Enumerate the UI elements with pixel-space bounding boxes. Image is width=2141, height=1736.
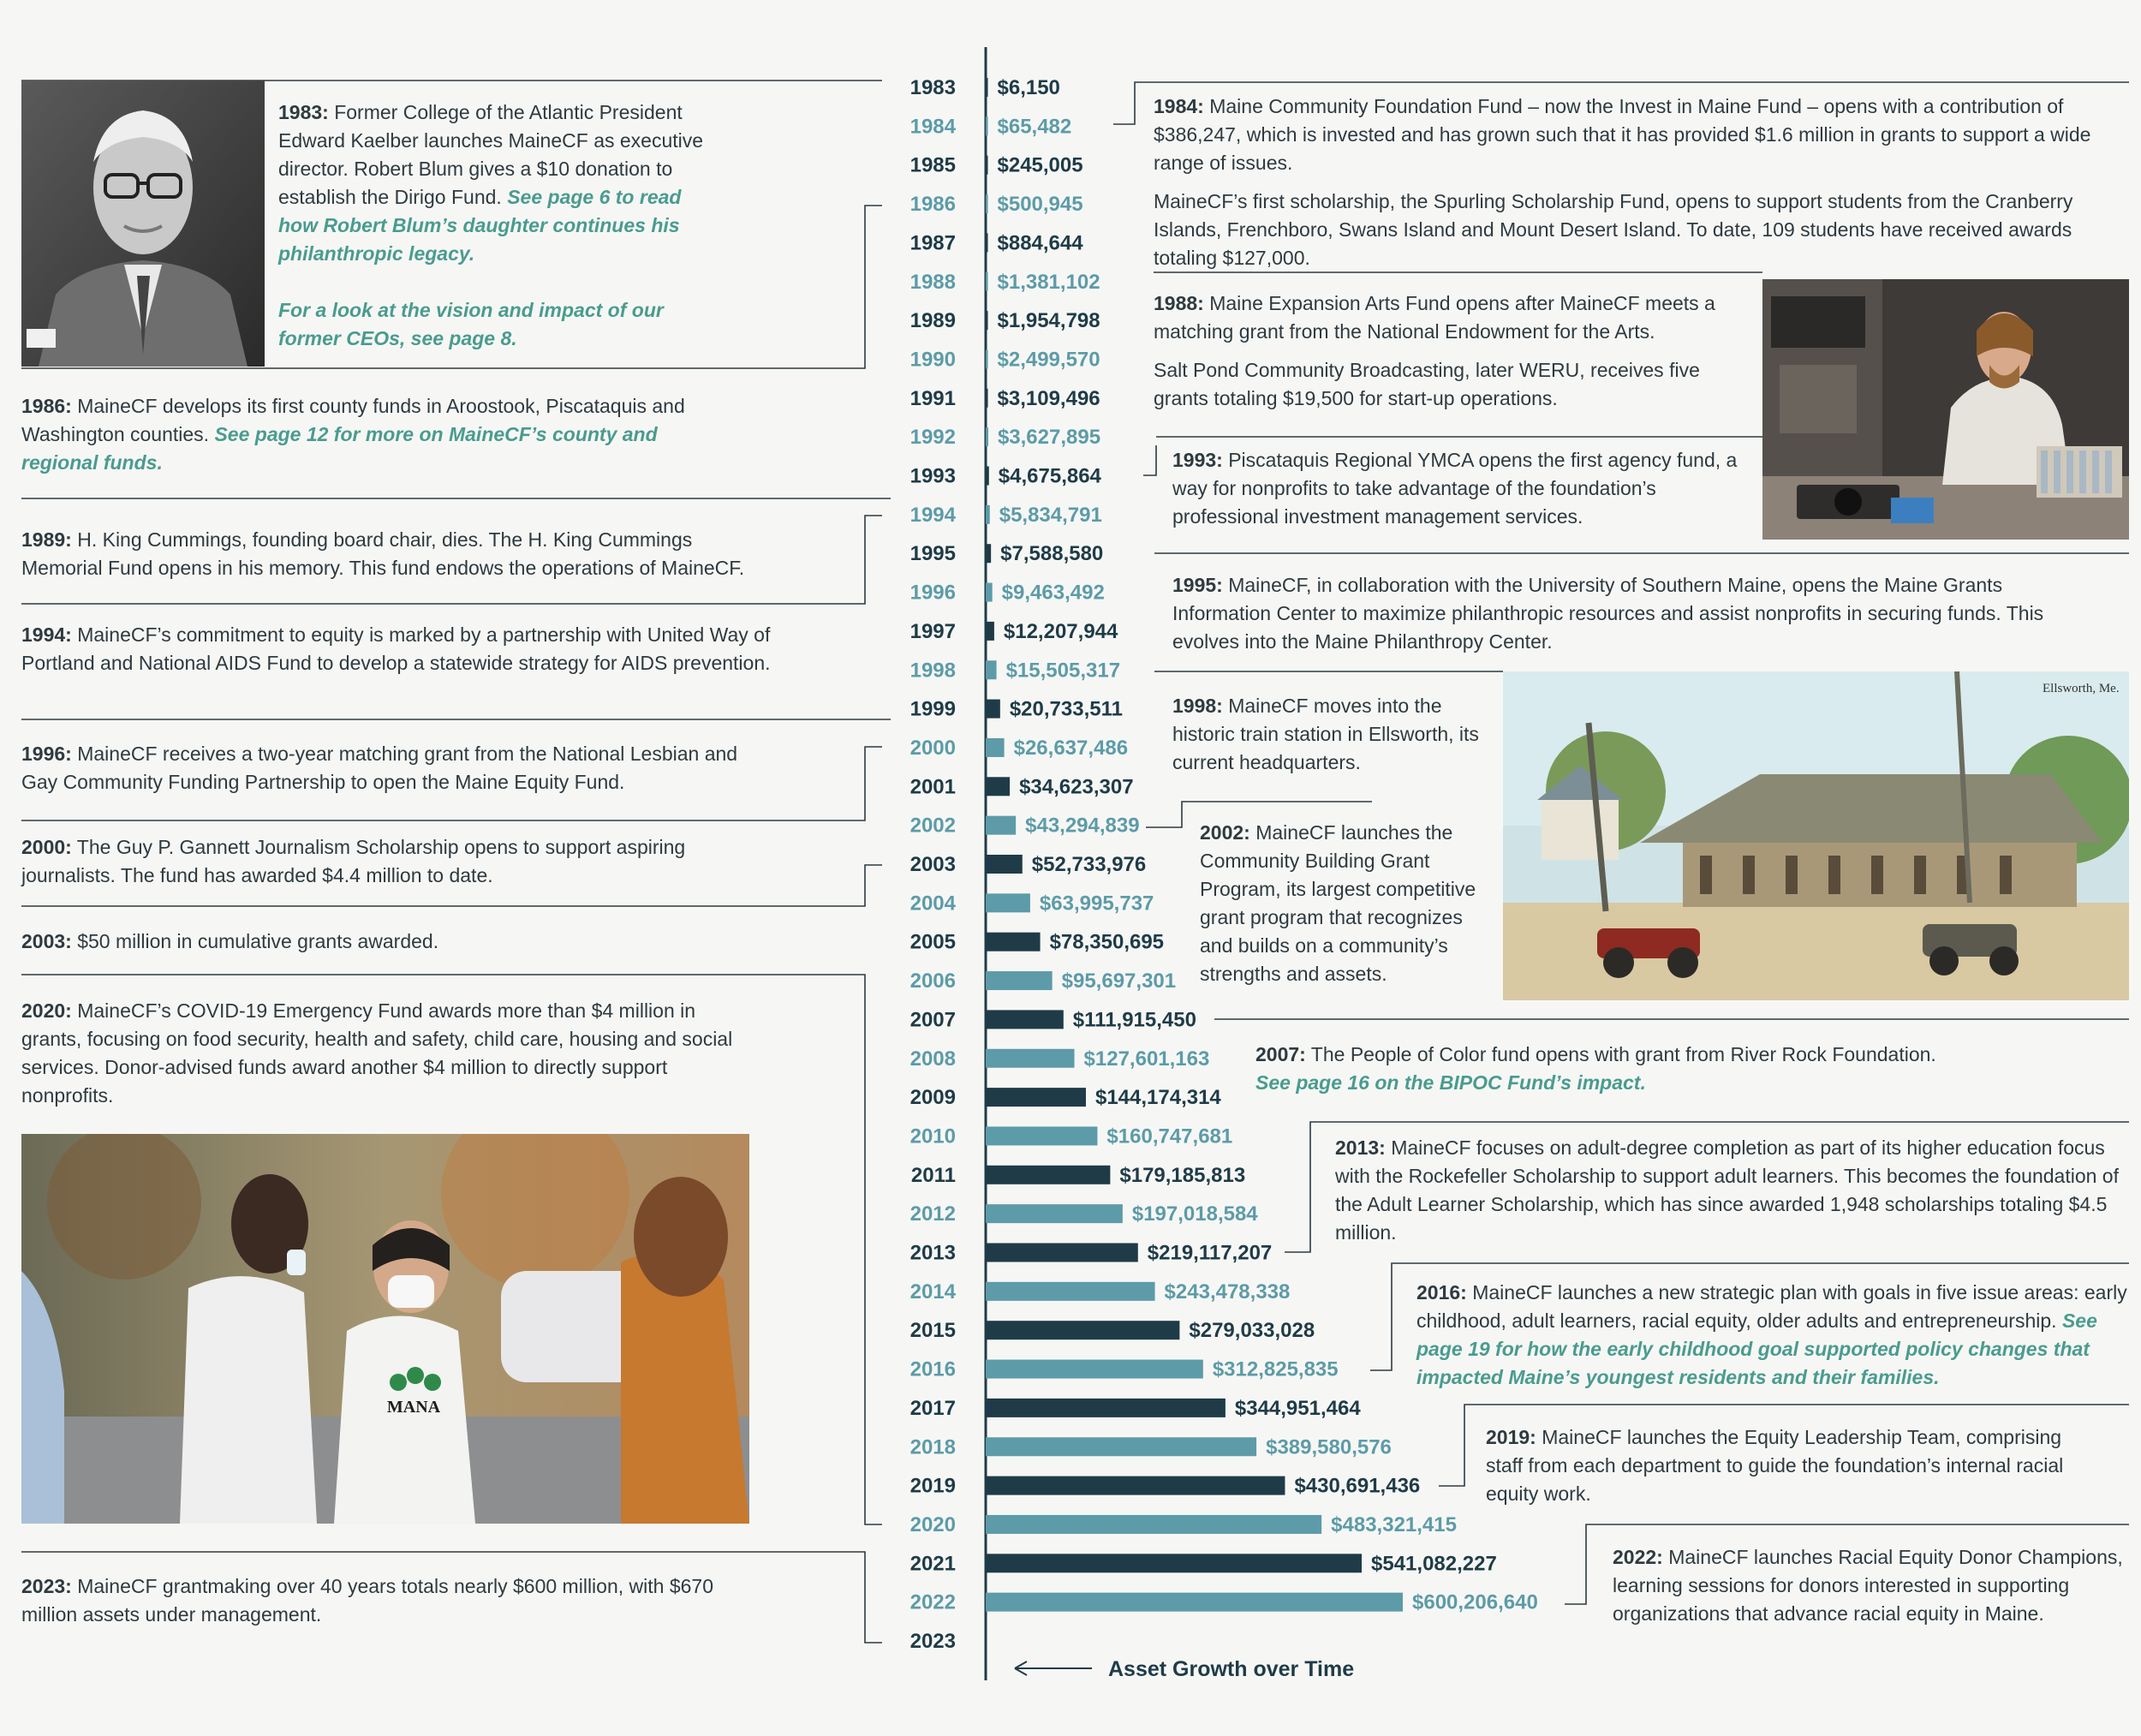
event-1989 <box>21 526 775 582</box>
value-label: $52,733,976 <box>1031 853 1147 876</box>
year-label: 1999 <box>909 697 956 721</box>
event-year: 2022: <box>1613 1546 1663 1568</box>
bar <box>986 349 988 368</box>
event-text: H. King Cummings, founding board chair, dies. The H. King Cummings Memorial Fund opens in his memory. This fund endows the operations of MaineCF. <box>21 528 745 579</box>
bar <box>986 116 988 135</box>
event-year: 1984: <box>1154 95 1204 117</box>
bar <box>986 1088 1086 1107</box>
bar <box>986 1244 1138 1262</box>
event-text-secondary: Salt Pond Community Broadcasting, later WERU, receives five grants totaling $19,500 for start-up operations. <box>1154 359 1700 409</box>
value-label: $144,174,314 <box>1094 1086 1221 1110</box>
bar <box>986 816 1016 835</box>
bar <box>986 1204 1123 1223</box>
event-text: MaineCF launches Racial Equity Donor Champions, learning sessions for donors interested in supporting organizations that advance racial equity in Maine. <box>1613 1546 2123 1625</box>
event-1994 <box>21 621 775 677</box>
event-2023 <box>21 1572 758 1629</box>
bar <box>986 467 989 486</box>
event-year: 2000: <box>21 836 72 858</box>
event-text: MaineCF’s COVID-19 Emergency Fund awards more than $4 million in grants, focusing on food security, health and safety, child care, housing and social services. Donor-advised funds award another $4 million to directly support nonprofits. <box>21 999 733 1107</box>
bar <box>986 893 1030 912</box>
bar <box>986 505 990 524</box>
year-label: 1985 <box>909 153 956 177</box>
year-label: 2005 <box>909 930 956 954</box>
year-label: 1991 <box>909 386 956 410</box>
bar <box>986 855 1023 874</box>
event-year: 2020: <box>21 999 72 1022</box>
value-label: $541,082,227 <box>1371 1552 1497 1576</box>
event-year: 2003: <box>21 930 72 952</box>
bar <box>986 971 1053 990</box>
bar <box>986 700 1000 719</box>
year-label: 2016 <box>909 1357 956 1381</box>
value-label: $26,637,486 <box>1013 736 1129 760</box>
event-text: Piscataquis Regional YMCA opens the first agency fund, a way for nonprofits to take advantage of the foundation’s professional investment management services. <box>1172 449 1738 528</box>
bar <box>986 272 988 291</box>
event-text: MaineCF focuses on adult-degree completion as part of its higher education focus with the Rockefeller Scholarship to support adult learners. This becomes the foundation of the Adult Learner Scholarship, which has since awarded 1,948 scholarships totaling $4.5 million. <box>1335 1136 2119 1244</box>
year-label: 2011 <box>910 1163 956 1187</box>
value-label: $78,350,695 <box>1049 930 1165 954</box>
event-2002 <box>1200 819 1498 988</box>
page-reference-link[interactable]: See page 12 for more on MaineCF’s county and regional funds. <box>21 423 658 474</box>
event-1998 <box>1172 692 1494 777</box>
event-2020 <box>21 997 741 1110</box>
bar <box>986 1010 1064 1029</box>
value-label: $389,580,576 <box>1266 1435 1392 1459</box>
value-label: $15,505,317 <box>1005 659 1121 683</box>
value-label: $2,499,570 <box>997 348 1100 372</box>
event-1996 <box>21 740 741 796</box>
radio-station-photo <box>1762 279 2129 540</box>
bar <box>986 389 988 408</box>
year-label: 2010 <box>909 1125 956 1148</box>
page-reference-link[interactable]: See page 6 to read how Robert Blum’s daughter continues his philanthropic legacy. <box>278 186 682 265</box>
year-label: 2007 <box>909 1008 956 1032</box>
event-year: 1988: <box>1154 292 1204 314</box>
event-year: 2023: <box>21 1575 72 1597</box>
event-text-secondary: MaineCF’s first scholarship, the Spurling Scholarship Fund, opens to support students from the Cranberry Islands, Frenchboro, Swans Island and Mount Desert Island. To date, 109 students have received awards totaling $127,000. <box>1154 190 2073 269</box>
year-label: 2001 <box>909 775 956 799</box>
value-label: $9,463,492 <box>1001 581 1105 605</box>
shirt-text: MANA <box>386 1398 441 1417</box>
page-reference-link[interactable]: See page 19 for how the early childhood goal supported policy changes that impacted Maine’s youngest residents and their families. <box>1416 1309 2097 1388</box>
year-label: 2006 <box>909 969 956 993</box>
bar <box>986 233 988 252</box>
event-text: The People of Color fund opens with grant from River Rock Foundation. <box>1305 1043 1936 1065</box>
event-text: MaineCF moves into the historic train station in Ellsworth, its current headquarters. <box>1172 695 1479 773</box>
event-1995 <box>1172 571 2080 656</box>
value-label: $884,644 <box>997 231 1083 255</box>
event-2013 <box>1335 1134 2123 1247</box>
value-label: $344,951,464 <box>1234 1396 1361 1420</box>
value-label: $1,954,798 <box>997 309 1100 333</box>
bar <box>986 1166 1110 1184</box>
year-label: 1989 <box>909 309 956 333</box>
year-label: 2003 <box>909 853 956 876</box>
value-label: $160,747,681 <box>1106 1125 1233 1148</box>
event-year: 1993: <box>1172 449 1223 471</box>
event-text: Maine Expansion Arts Fund opens after MaineCF meets a matching grant from the National Endowment for the Arts. <box>1154 292 1715 343</box>
event-text: The Guy P. Gannett Journalism Scholarship opens to support aspiring journalists. The fund has awarded $4.4 million to date. <box>21 836 686 886</box>
bar <box>986 544 991 563</box>
bar <box>986 660 997 679</box>
year-label: 2000 <box>909 736 956 760</box>
year-label: 2015 <box>909 1319 956 1343</box>
value-label: $483,321,415 <box>1331 1512 1457 1536</box>
event-year: 1996: <box>21 743 72 765</box>
value-label: $20,733,511 <box>1009 697 1123 721</box>
year-label: 1984 <box>909 115 956 139</box>
value-label: $4,675,864 <box>998 464 1101 488</box>
year-label: 1995 <box>909 542 956 566</box>
event-text: MaineCF develops its first county funds in Aroostook, Piscataquis and Washington counties. <box>21 395 685 445</box>
value-label: $6,150 <box>997 76 1060 99</box>
value-label: $63,995,737 <box>1039 892 1154 916</box>
value-label: $3,109,496 <box>997 386 1100 410</box>
year-label: 1986 <box>909 193 956 217</box>
value-label: $34,623,307 <box>1019 775 1134 799</box>
value-label: $7,588,580 <box>1000 542 1104 566</box>
value-label: $219,117,207 <box>1147 1241 1273 1265</box>
year-label: 2012 <box>909 1202 956 1226</box>
event-year: 1998: <box>1172 695 1223 717</box>
community-photo <box>21 1134 749 1524</box>
year-label: 1993 <box>909 464 956 488</box>
value-label: $500,945 <box>997 193 1083 217</box>
event-year: 1986: <box>21 395 72 417</box>
bar <box>986 1360 1203 1379</box>
event-year: 2002: <box>1200 821 1250 844</box>
bar <box>986 1476 1285 1495</box>
year-label: 2023 <box>909 1630 956 1653</box>
value-label: $65,482 <box>997 115 1072 139</box>
postcard-caption: Ellsworth, Me. <box>2043 682 2120 695</box>
bar <box>986 1515 1321 1534</box>
bar <box>986 738 1005 757</box>
value-label: $1,381,102 <box>997 270 1100 294</box>
year-label: 2008 <box>909 1047 956 1071</box>
event-2019 <box>1486 1423 2094 1508</box>
value-label: $111,915,450 <box>1072 1008 1196 1032</box>
year-label: 2020 <box>909 1512 956 1536</box>
value-label: $600,206,640 <box>1412 1590 1538 1614</box>
year-label: 1997 <box>909 619 956 643</box>
event-text: MaineCF launches the Community Building Grant Program, its largest competitive grant program that recognizes and builds on a community’s strengths and assets. <box>1200 821 1476 985</box>
year-label: 1987 <box>909 231 956 255</box>
bar <box>986 194 988 213</box>
event-text: MaineCF launches the Equity Leadership Team, comprising staff from each department to guide the foundation’s internal racial equity work. <box>1486 1426 2064 1505</box>
year-label: 2021 <box>909 1552 956 1576</box>
page-reference-link[interactable]: See page 16 on the BIPOC Fund’s impact. <box>1255 1071 1646 1094</box>
event-year: 2019: <box>1486 1426 1536 1448</box>
event-year: 1989: <box>21 528 72 551</box>
bar <box>986 1282 1155 1301</box>
event-year: 1994: <box>21 623 72 646</box>
event-year: 2007: <box>1255 1043 1306 1065</box>
year-label: 1990 <box>909 348 956 372</box>
bar <box>986 1321 1179 1339</box>
value-label: $3,627,895 <box>997 426 1101 450</box>
year-label: 2022 <box>909 1590 956 1614</box>
value-label: $430,691,436 <box>1294 1474 1421 1498</box>
event-1986 <box>21 392 707 477</box>
event-text: MaineCF’s commitment to equity is marked by a partnership with United Way of Portland and National AIDS Fund to develop a statewide strategy for AIDS prevention. <box>21 623 771 674</box>
value-label: $12,207,944 <box>1003 619 1118 643</box>
bar <box>986 311 988 330</box>
bar <box>986 1554 1362 1572</box>
train-station-postcard <box>1503 671 2129 1000</box>
bar <box>986 583 993 602</box>
value-label: $243,478,338 <box>1164 1280 1291 1303</box>
bar <box>986 78 988 97</box>
value-label: $95,697,301 <box>1061 969 1177 993</box>
bar <box>986 156 988 175</box>
value-label: $43,294,839 <box>1025 814 1140 838</box>
event-2022 <box>1613 1543 2135 1628</box>
year-label: 2002 <box>909 814 956 838</box>
event-2016 <box>1416 1279 2132 1392</box>
portrait-photo <box>21 81 265 367</box>
year-label: 1996 <box>909 581 956 605</box>
chart-title: Asset Growth over Time <box>1108 1657 1355 1681</box>
event-2003 <box>21 928 724 956</box>
year-label: 2013 <box>909 1241 956 1265</box>
bar <box>986 427 988 446</box>
value-label: $197,018,584 <box>1131 1202 1258 1226</box>
bar <box>986 1593 1403 1612</box>
event-1988 <box>1154 289 1740 413</box>
event-text: $50 million in cumulative grants awarded. <box>71 930 439 952</box>
year-label: 1992 <box>909 426 956 450</box>
event-text: MaineCF, in collaboration with the University of Southern Maine, opens the Maine Grants Information Center to maximize philanthropic resources and assist nonprofits in securing funds. This evolves into the Maine Philanthropy Center. <box>1172 574 2044 653</box>
bar <box>986 1399 1226 1417</box>
value-label: $127,601,163 <box>1083 1047 1210 1071</box>
bar <box>986 1126 1097 1145</box>
value-label: $245,005 <box>997 153 1083 177</box>
year-label: 1994 <box>909 503 956 527</box>
bar <box>986 1049 1075 1068</box>
year-label: 2004 <box>909 892 956 916</box>
year-label: 2017 <box>909 1396 956 1420</box>
bar <box>986 1437 1256 1456</box>
event-2000 <box>21 833 724 890</box>
year-label: 2014 <box>909 1280 956 1303</box>
event-2007 <box>1255 1041 2069 1097</box>
year-label: 1998 <box>909 659 956 683</box>
bar <box>986 933 1041 952</box>
event-year: 1995: <box>1172 574 1223 596</box>
event-1993 <box>1172 446 1742 531</box>
event-1984 <box>1154 92 2113 272</box>
value-label: $312,825,835 <box>1212 1357 1339 1381</box>
year-label: 1988 <box>909 270 956 294</box>
bar <box>986 622 994 641</box>
year-label: 2018 <box>909 1435 956 1459</box>
connector-line <box>1143 445 1156 475</box>
event-text: Former College of the Atlantic President Edward Kaelber launches MaineCF as executive director. Robert Blum gives a $10 donation to establish the Dirigo Fund. <box>278 101 704 208</box>
page-reference-link[interactable]: For a look at the vision and impact of our former CEOs, see page 8. <box>278 299 664 349</box>
event-text: MaineCF grantmaking over 40 years totals nearly $600 million, with $670 million assets under management. <box>21 1575 713 1626</box>
event-text: MaineCF receives a two-year matching grant from the National Lesbian and Gay Community Funding Partnership to open the Maine Equity Fund. <box>21 743 738 793</box>
bar <box>986 777 1010 796</box>
event-year: 2016: <box>1416 1281 1467 1303</box>
year-label: 2009 <box>909 1086 956 1110</box>
value-label: $179,185,813 <box>1119 1163 1246 1187</box>
event-year: 2013: <box>1335 1136 1386 1159</box>
value-label: $5,834,791 <box>999 503 1102 527</box>
event-text: Maine Community Foundation Fund – now the Invest in Maine Fund – opens with a contribution of $386,247, which is invested and has grown such that it has provided $1.6 million in grants to support a wide range of issues. <box>1154 95 2091 174</box>
event-year: 1983: <box>278 101 329 123</box>
event-text: MaineCF launches a new strategic plan with goals in five issue areas: early childhood, adult learners, racial equity, older adults and entrepreneurship. <box>1416 1281 2127 1332</box>
value-label: $279,033,028 <box>1189 1319 1315 1343</box>
event-1983 <box>278 98 724 353</box>
year-label: 2019 <box>909 1474 956 1498</box>
year-label: 1983 <box>909 76 956 99</box>
